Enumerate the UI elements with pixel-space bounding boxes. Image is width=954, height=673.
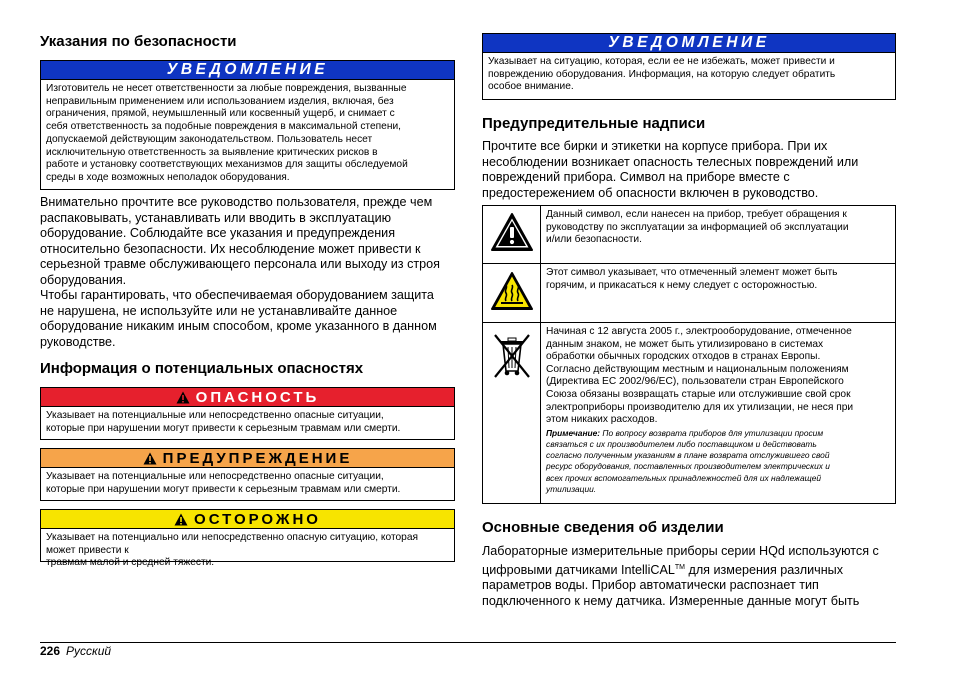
notice-body [483, 52, 895, 94]
footer-language: Русский [66, 644, 112, 658]
symbol-text-line: Этот символ указывает, что отмеченный элемент может быть [546, 267, 838, 278]
text-line: Прочтите все бирки и этикетки на корпусе прибора. При их [482, 139, 828, 153]
notice-line: допускаемой действующим законодательством. Пользователь несет [46, 133, 373, 145]
labels-heading: Предупредительные надписи [482, 115, 706, 132]
safety-heading: Указания по безопасности [40, 33, 237, 50]
text-line: не нарушена, не используйте или не устанавливайте данное [40, 303, 398, 318]
text-line: Внимательно прочтите все руководство пользователя, прежде чем [40, 195, 433, 209]
symbol-icon-cell [483, 264, 541, 323]
general-warning-icon [490, 212, 534, 252]
danger-line: которые при нарушении могут привести к серьезным травмам или смерти. [46, 422, 401, 434]
notice-line: неправильным применением или использованием изделия, включая, без [46, 95, 394, 107]
warning-triangle-icon [176, 391, 190, 404]
danger-box [40, 387, 455, 440]
trademark-mark: TM [674, 563, 685, 571]
text-line: относительно безопасности. Их несоблюдение может привести к [40, 241, 421, 256]
footer-rule [40, 642, 896, 643]
text-line: параметров воды. Прибор автоматически распознает тип [482, 578, 819, 593]
symbol-text-line: Союза обязаны возвращать старые или отслужившие свой срок [546, 388, 851, 400]
caution-line: травмам малой и средней тяжести. [46, 557, 215, 569]
text-line: оборудования. [40, 272, 127, 287]
text-line: Лабораторные измерительные приборы серии HQd используются с [482, 544, 879, 558]
warning-header [41, 449, 454, 467]
symbol-text-line: и/или безопасности. [546, 234, 642, 246]
text-line: повреждений прибора. Символ на приборе вместе с [482, 170, 790, 185]
notice-header: УВЕДОМЛЕНИЕ [41, 61, 454, 79]
notice-line: повреждению оборудования. Информация, на которую следует обратить [488, 68, 836, 80]
warning-triangle-icon [174, 513, 188, 526]
symbol-text-line: (Директива ЕС 2002/96/ЕС), пользователи стран Европейского [546, 376, 844, 388]
note-line: По вопросу возврата приборов для утилизации просим [600, 427, 824, 438]
notice-box [40, 60, 455, 190]
danger-header [41, 388, 454, 406]
note-line: всех прочих вспомогательных принадлежностей для их надлежащей [546, 472, 822, 483]
symbol-text-line: горячим, и прикасаться к нему следует с осторожностью. [546, 279, 818, 291]
symbol-text-line: руководству по эксплуатации за информацией об эксплуатации [546, 221, 849, 233]
hazard-heading: Информация о потенциальных опасностях [40, 360, 364, 377]
symbol-row [483, 264, 896, 323]
caution-header [41, 510, 454, 528]
recycling-note [546, 428, 890, 495]
text-line: несоблюдении возникает опасность телесных повреждений или [482, 154, 859, 169]
text-line: предостережением об опасности включен в руководство. [482, 185, 819, 200]
warning-header-label: ПРЕДУПРЕЖДЕНИЕ [162, 449, 353, 467]
text-fragment: цифровыми датчиками IntelliCAL [482, 562, 675, 577]
symbols-table [482, 205, 896, 504]
text-fragment: для измерения различных [684, 562, 844, 577]
symbol-text-line: этом никаких расходов. [546, 414, 658, 426]
symbol-text-cell [541, 264, 896, 323]
symbol-icon-cell [483, 323, 541, 504]
symbol-row [483, 206, 896, 264]
symbol-icon-cell [483, 206, 541, 264]
symbol-text-line: Данный символ, если нанесен на прибор, требует обращения к [546, 209, 847, 220]
notice-line: работе и установку соответствующих механизмов для защиты обследуемой [46, 159, 408, 171]
notice-line: ограничения, прямой, неумышленный или косвенный ущерб, и снимает с [46, 108, 395, 120]
danger-line: Указывает на потенциальные или непосредственно опасные ситуации, [46, 410, 384, 421]
protection-paragraph [40, 288, 460, 350]
notice-line: среды в ходе возможных неполадок оборудования. [46, 171, 290, 183]
caution-box [40, 509, 455, 569]
warning-box [40, 448, 455, 501]
symbol-row [483, 323, 896, 504]
note-line: согласно полученным указаниям в плане возврата отслужившего свой [546, 450, 830, 461]
caution-body [41, 528, 454, 570]
warning-line: которые при нарушении могут привести к серьезным травмам или смерти. [46, 483, 401, 495]
notice-line: исключительную ответственность за выявление критических рисков в [46, 146, 378, 158]
warning-body [41, 467, 454, 496]
symbol-text-line: Начиная с 12 августа 2005 г., электрооборудование, отмеченное [546, 326, 852, 337]
danger-header-label: ОПАСНОСТЬ [195, 388, 320, 406]
text-line: руководстве. [40, 334, 116, 349]
hot-surface-icon [490, 271, 534, 311]
note-line: связаться с их производителем либо поставщиком и действовать [546, 438, 817, 449]
symbol-text-line: обработки обычных городских отходов в странах Европы. [546, 351, 821, 363]
notice-line: Указывает на ситуацию, которая, если ее не избежать, может привести и [488, 56, 835, 67]
caution-line: Указывает на потенциально или непосредственно опасную ситуацию, которая может привести к [46, 532, 419, 556]
text-line [482, 560, 896, 579]
page-footer [40, 644, 111, 658]
notice-body [41, 79, 454, 185]
text-line: оборудование. Соблюдайте все указания и предупреждения [40, 226, 396, 241]
text-line: оборудование никаким иным способом, кроме указанного в данном [40, 319, 437, 334]
symbol-text-line: электроприборы производителю для их утилизации, не неся при [546, 401, 854, 413]
product-paragraph [482, 544, 896, 610]
note-label: Примечание: [546, 427, 601, 438]
symbol-text-line: данным знаком, не может быть утилизировано в системах [546, 338, 824, 350]
product-heading: Основные сведения об изделии [482, 519, 724, 536]
notice-line: особое внимание. [488, 81, 574, 93]
symbol-text-line: Согласно действующим местным и национальным положениям [546, 363, 849, 375]
text-line: распаковывать, устанавливать или вводить в эксплуатацию [40, 210, 392, 225]
note-line: утилизации. [546, 483, 597, 494]
note-line: ресурс оборудования, поставленных производителем электрических и [546, 461, 830, 472]
notice-box-right [482, 33, 896, 100]
crossed-bin-icon [491, 331, 533, 379]
labels-paragraph [482, 139, 896, 201]
warning-triangle-icon [143, 452, 157, 465]
symbol-text-cell [541, 323, 896, 504]
text-line: подключенного к нему датчика. Измеренные данные могут быть [482, 593, 860, 608]
warning-line: Указывает на потенциальные или непосредственно опасные ситуации, [46, 471, 384, 482]
page-number: 226 [40, 644, 61, 658]
notice-line: Изготовитель не несет ответственности за любые повреждения, вызванные [46, 83, 407, 94]
text-line: серьезной травме обслуживающего персонала или выходу из строя [40, 257, 440, 272]
text-line: Чтобы гарантировать, что обеспечиваемая оборудованием защита [40, 288, 434, 302]
symbol-text-cell [541, 206, 896, 264]
caution-header-label: ОСТОРОЖНО [194, 510, 321, 528]
notice-line: себя ответственность за подобные повреждения в максимальной степени, [46, 121, 401, 133]
notice-header: УВЕДОМЛЕНИЕ [483, 34, 895, 52]
intro-paragraph [40, 195, 460, 289]
danger-body [41, 406, 454, 435]
